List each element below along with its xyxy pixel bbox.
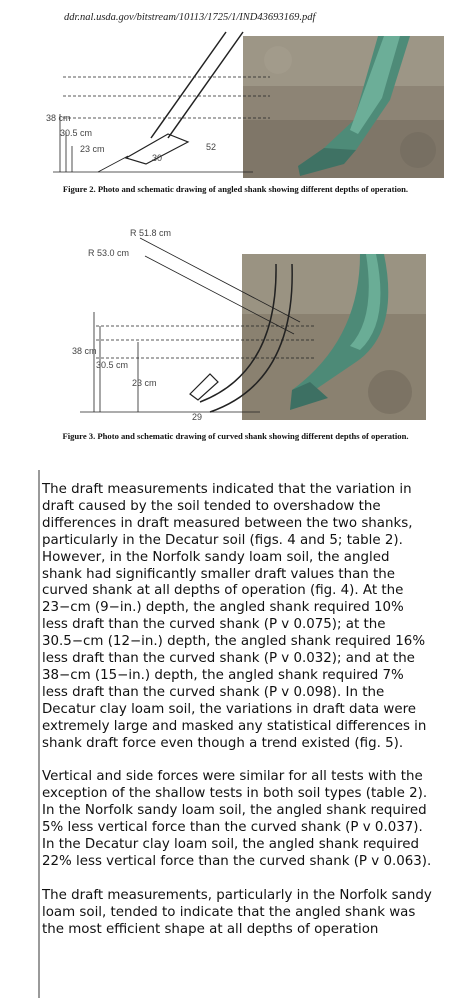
depth-label-38: 38 cm <box>46 113 71 123</box>
body-text <box>42 482 432 955</box>
paragraph-draft: The draft measurements indicated that the variation in draft caused by the soil tended to overshadow the differences in draft measured between the two shanks, particularly in the Decatur soil (figs. 4 and 5; table 2). However, in the Norfolk sandy loam soil, the angled shank had significantly smaller draft values than the curved shank at all depths of operation (fig. 4). At the 23−cm (9−in.) depth, the angled shank required 10% less draft than the curved shank (P v 0.075); at the 30.5−cm (12−in.) depth, the angled shank required 16% less draft than the curved shank (P v 0.032); and at the 38−cm (15−in.) depth, the angled shank required 7% less draft than the curved shank (P v 0.098). In the Decatur clay loam soil, the variations in draft data were extremely large and masked any statistical differences in shank draft force even though a trend existed (fig. 5). <box>42 482 427 751</box>
figure-3-caption: Figure 3. Photo and schematic drawing of curved shank showing different depths of operation. <box>62 431 409 441</box>
paragraph-conclusion: The draft measurements, particularly in the Norfolk sandy loam soil, tended to indicate that the angled shank was the most efficient shape at all depths of operation <box>42 887 432 937</box>
curved-shank-photo <box>242 254 426 420</box>
figure-3-image <box>60 222 426 420</box>
source-url: ddr.nal.usda.gov/bitstream/10113/1725/1/IND43693169.pdf <box>64 12 316 23</box>
paragraph-vertical-forces: Vertical and side forces were similar for all tests with the exception of the shallow tests in both soil types (table 2). In the Norfolk sandy loam soil, the angled shank required 5% less vertical force than the curved shank (P v 0.037). In the Decatur clay loam soil, the angled shank required 22% less vertical force than the curved shank (P v 0.063). <box>42 769 432 869</box>
angled-shank-photo <box>243 36 444 178</box>
figure-2-caption: Figure 2. Photo and schematic drawing of angled shank showing different depths of operation. <box>62 184 409 194</box>
radius-label-53-0: R 53.0 cm <box>88 248 130 258</box>
left-rule <box>38 470 40 998</box>
depth-label-38: 38 cm <box>72 346 97 356</box>
radius-label-51-8: R 51.8 cm <box>130 228 172 238</box>
angle-label-30: 30 <box>152 153 163 163</box>
depth-label-23: 23 cm <box>132 378 157 388</box>
figure-2-image <box>38 30 444 178</box>
depth-label-30-5: 30.5 cm <box>96 360 129 370</box>
depth-label-30-5: 30.5 cm <box>60 128 93 138</box>
angle-label-52: 52 <box>206 142 217 152</box>
angle-label-29: 29 <box>192 412 203 420</box>
depth-label-23: 23 cm <box>80 144 105 154</box>
